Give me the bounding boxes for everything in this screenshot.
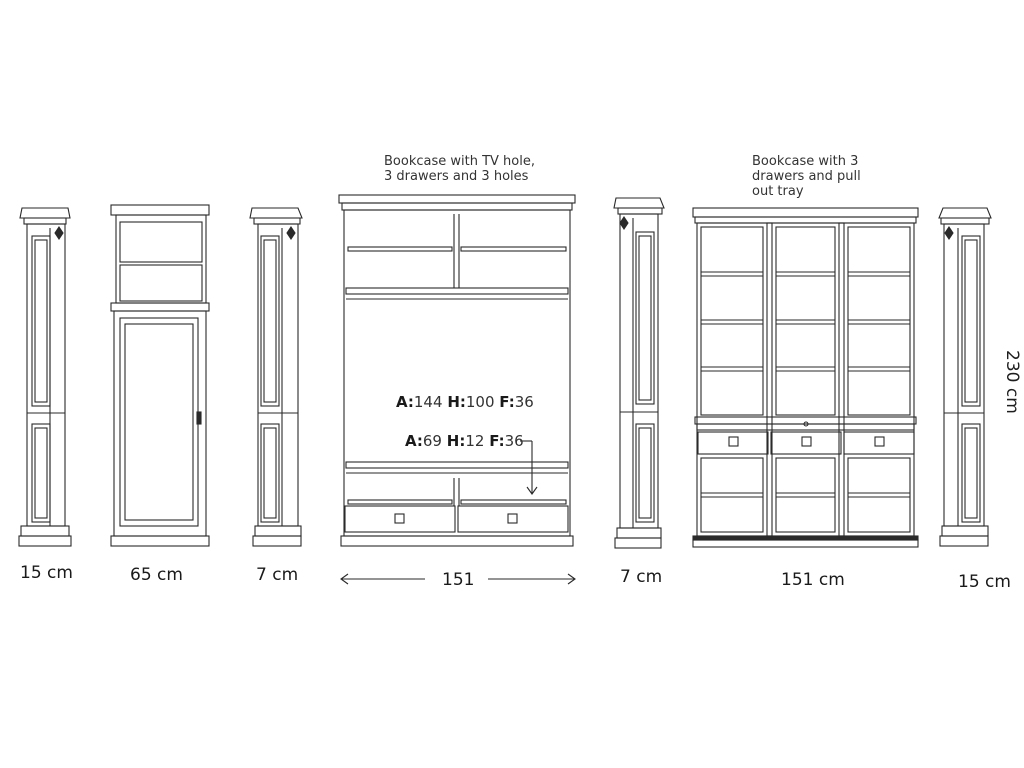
pilaster-inner-left: [250, 208, 302, 546]
tv-hole-main-spec: [396, 393, 534, 411]
spec-f-label: F:: [489, 432, 505, 450]
dim-pilaster-left: 15 cm: [20, 563, 73, 583]
tv-bookcase: [339, 195, 575, 546]
spec-f-value: 36: [514, 393, 534, 411]
spec-h-value: 12: [465, 432, 485, 450]
pilaster-right: [939, 208, 991, 546]
spec-f-label: F:: [499, 393, 515, 411]
pilaster-inner-right: [614, 198, 664, 548]
dim-shelf-width: 151 cm: [781, 570, 845, 590]
shelf-bookcase-title-line-2: drawers and pull: [752, 169, 861, 184]
dim-cabinet: 65 cm: [130, 565, 183, 585]
spec-a-value: 69: [422, 432, 442, 450]
tv-bookcase-title-line-1: Bookcase with TV hole,: [384, 154, 535, 169]
shelf-bookcase: [693, 208, 918, 547]
tv-bookcase-title: [384, 154, 535, 184]
dim-pilaster-inner-right: 7 cm: [620, 567, 663, 587]
dim-tv-width: 151: [442, 570, 475, 590]
pilaster-left: [19, 208, 71, 546]
spec-f-value: 36: [504, 432, 524, 450]
dim-height: 230 cm: [1002, 350, 1022, 414]
tv-hole-lower-spec: [405, 432, 524, 450]
spec-a-value: 144: [413, 393, 443, 411]
cabinet: [111, 205, 209, 546]
shelf-bookcase-title-line-3: out tray: [752, 184, 804, 199]
dim-pilaster-inner-left: 7 cm: [256, 565, 299, 585]
spec-a-label: A:: [396, 393, 414, 411]
spec-a-label: A:: [405, 432, 423, 450]
spec-h-label: H:: [446, 432, 466, 450]
spec-h-value: 100: [465, 393, 495, 411]
dim-pilaster-right: 15 cm: [958, 572, 1011, 592]
spec-h-label: H:: [447, 393, 466, 411]
shelf-bookcase-title: [752, 154, 861, 199]
tv-bookcase-title-line-2: 3 drawers and 3 holes: [384, 169, 529, 184]
shelf-bookcase-title-line-1: Bookcase with 3: [752, 154, 859, 169]
